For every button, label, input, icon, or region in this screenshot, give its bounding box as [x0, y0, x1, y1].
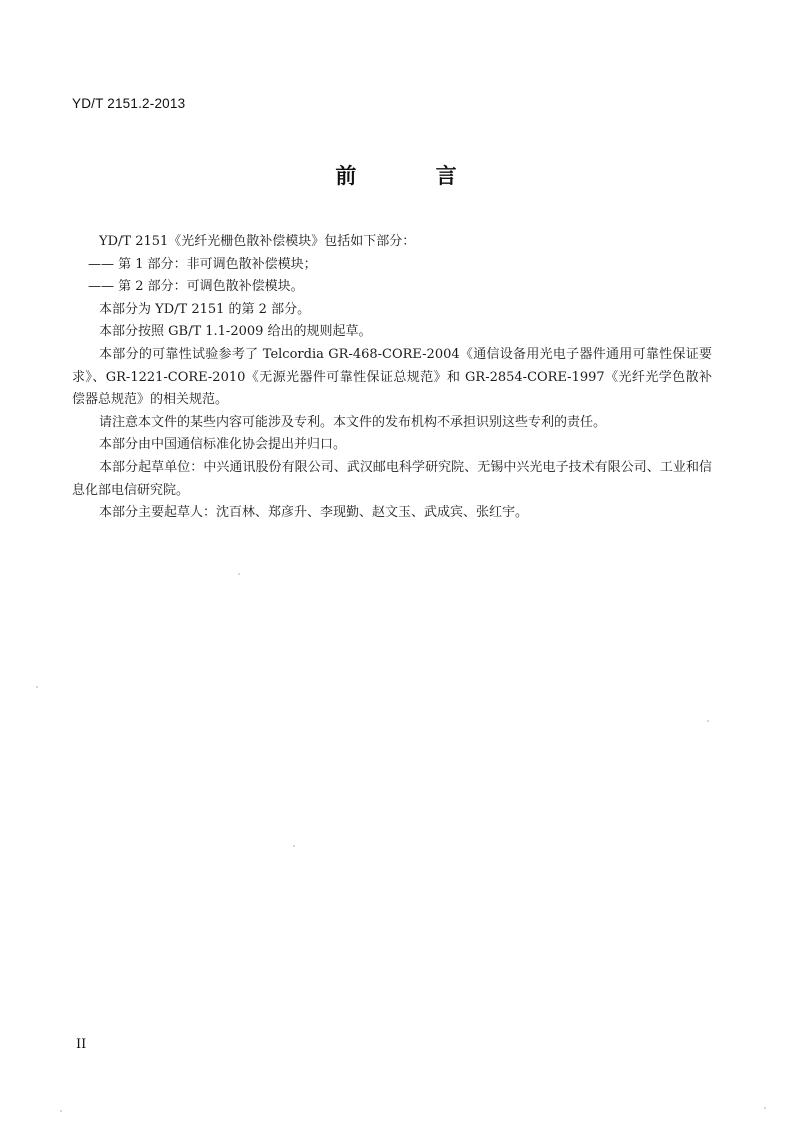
document-code: YD/T 2151.2-2013 — [72, 96, 186, 111]
paragraph-patent-notice: 请注意本文件的某些内容可能涉及专利。本文件的发布机构不承担识别这些专利的责任。 — [99, 414, 607, 430]
foreword-body — [72, 231, 712, 525]
scan-speck — [36, 686, 38, 688]
scan-speck — [60, 1110, 62, 1112]
scan-speck — [293, 845, 295, 847]
paragraph-intro: YD/T 2151《光纤光栅色散补偿模块》包括如下部分： — [99, 234, 416, 249]
list-item-part-1: —— 第 1 部分：非可调色散补偿模块； — [88, 256, 317, 272]
scan-speck — [707, 720, 709, 722]
paragraph-drafting-rules: 本部分按照 GB/T 1.1-2009 给出的规则起草。 — [99, 324, 372, 340]
paragraph-drafters: 本部分主要起草人：沈百林、郑彦升、李现勤、赵文玉、武成宾、张红宇。 — [99, 505, 529, 521]
scan-speck — [238, 573, 240, 575]
scan-speck — [764, 1107, 766, 1109]
page-number: II — [76, 1037, 87, 1052]
paragraph-reliability-reference: 本部分的可靠性试验参考了 Telcordia GR-468-CORE-2004《通信设备用光电子器件通用可靠性保证要求》、GR-1221-CORE-2010《无源光器件可靠性保证总规范》和 GR-2854-CORE-1997《光纤光学色散补偿器总规范》的相关规范。 — [72, 346, 712, 408]
paragraph-scope: 本部分为 YD/T 2151 的第 2 部分。 — [99, 301, 311, 317]
paragraph-proposer: 本部分由中国通信标准化协会提出并归口。 — [99, 437, 347, 453]
page-title: 前 言 — [335, 164, 493, 188]
paragraph-drafting-units: 本部分起草单位：中兴通讯股份有限公司、武汉邮电科学研究院、无锡中兴光电子技术有限公司、工业和信息化部电信研究院。 — [72, 459, 712, 498]
list-item-part-2: —— 第 2 部分：可调色散补偿模块。 — [88, 279, 304, 295]
